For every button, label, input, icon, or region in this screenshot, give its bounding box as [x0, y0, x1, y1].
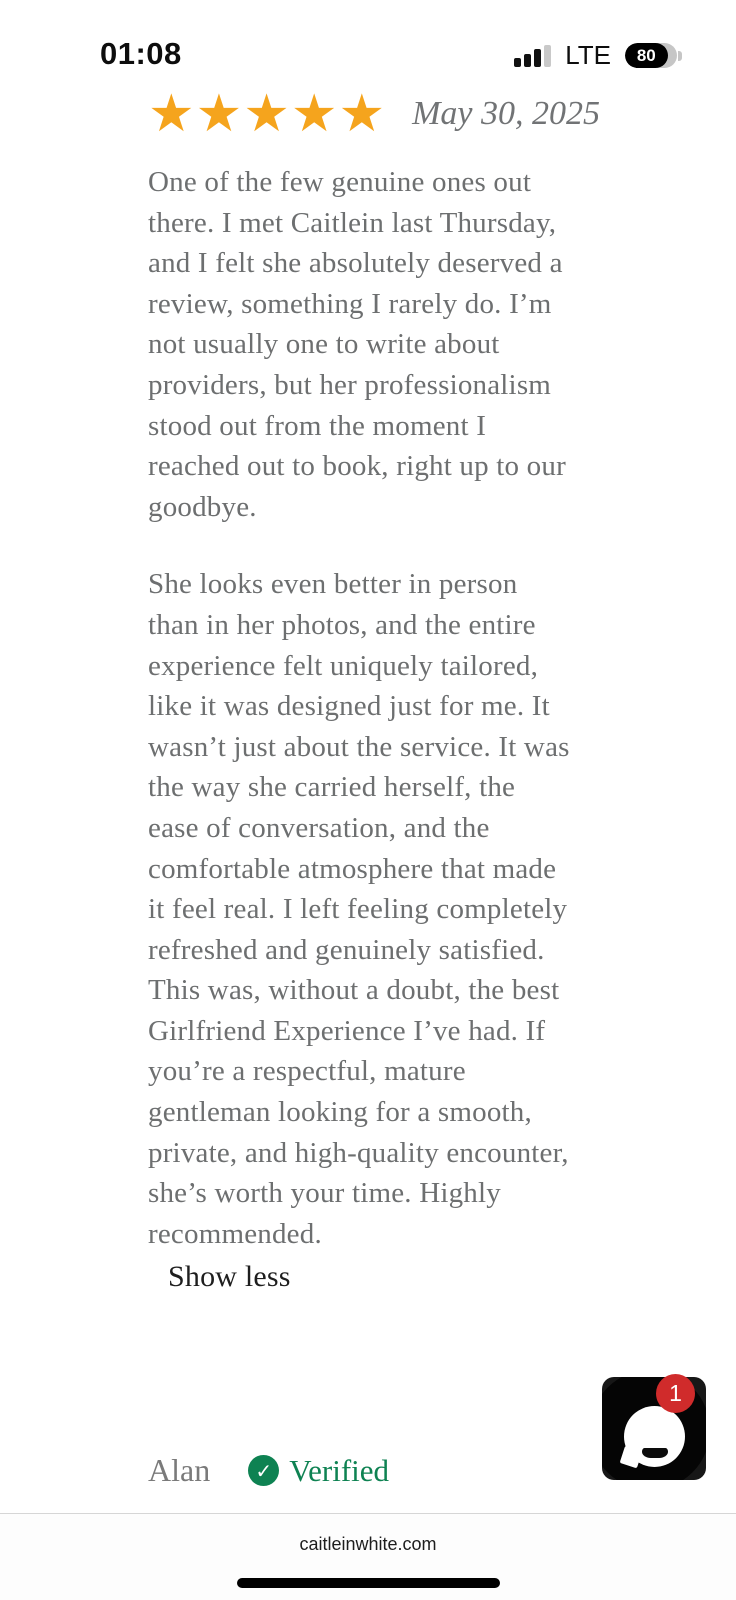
battery-body: [625, 43, 677, 68]
five-star-rating-icon: ★★★★★: [148, 84, 387, 144]
signal-bar-2: [524, 54, 531, 67]
review-body: [148, 162, 572, 1298]
verified-badge: [248, 1453, 389, 1489]
battery-fill: [625, 43, 668, 68]
cellular-signal-icon: [514, 45, 551, 67]
show-less-link[interactable]: Show less: [168, 1260, 291, 1294]
review-paragraph-2: She looks even better in person than in her photos, and the entire experience felt uniquely tailored, like it was designed just for me. It wasn’t just about the service. It was the way she carried herself, the ease of conversation, and the comfortable atmosphere that made it feel real. I left feeling completely refreshed and genuinely satisfied. This was, without a doubt, the best Girlfriend Experience I’ve had. If you’re a respectful, mature gentleman looking for a smooth, private, and high-quality encounter, she’s worth your time. Highly recommended.: [148, 568, 570, 1250]
review-rating-row: [148, 84, 601, 144]
browser-bottom-bar: [0, 1513, 736, 1600]
address-bar[interactable]: caitleinwhite.com: [299, 1534, 437, 1554]
verified-check-icon: ✓: [248, 1455, 279, 1486]
network-type-label: LTE: [565, 40, 611, 70]
battery-icon: [625, 43, 682, 68]
signal-bar-4: [544, 45, 551, 67]
chat-bubble-mouth: [642, 1448, 668, 1458]
battery-percent-label: 80: [636, 45, 656, 65]
reviewer-name: Alan: [148, 1452, 211, 1488]
verified-label: Verified: [289, 1452, 390, 1488]
reviewer-row: [148, 1452, 389, 1489]
review-date: May 30, 2025: [412, 95, 601, 132]
chat-unread-badge: 1: [656, 1374, 695, 1413]
signal-bar-3: [534, 49, 541, 67]
review-paragraph-1: One of the few genuine ones out there. I met Caitlein last Thursday, and I felt she absolutely deserved a review, something I rarely do. I’m not usually one to write about providers, but her professionalism stood out from the moment I reached out to book, right up to our goodbye.: [148, 166, 566, 523]
status-bar-right-cluster: [514, 40, 682, 71]
chat-bubble-icon: [624, 1406, 685, 1467]
battery-cap: [678, 51, 682, 61]
home-indicator-handle[interactable]: [237, 1578, 500, 1588]
signal-bar-1: [514, 58, 521, 67]
status-bar-time: 01:08: [100, 36, 182, 71]
